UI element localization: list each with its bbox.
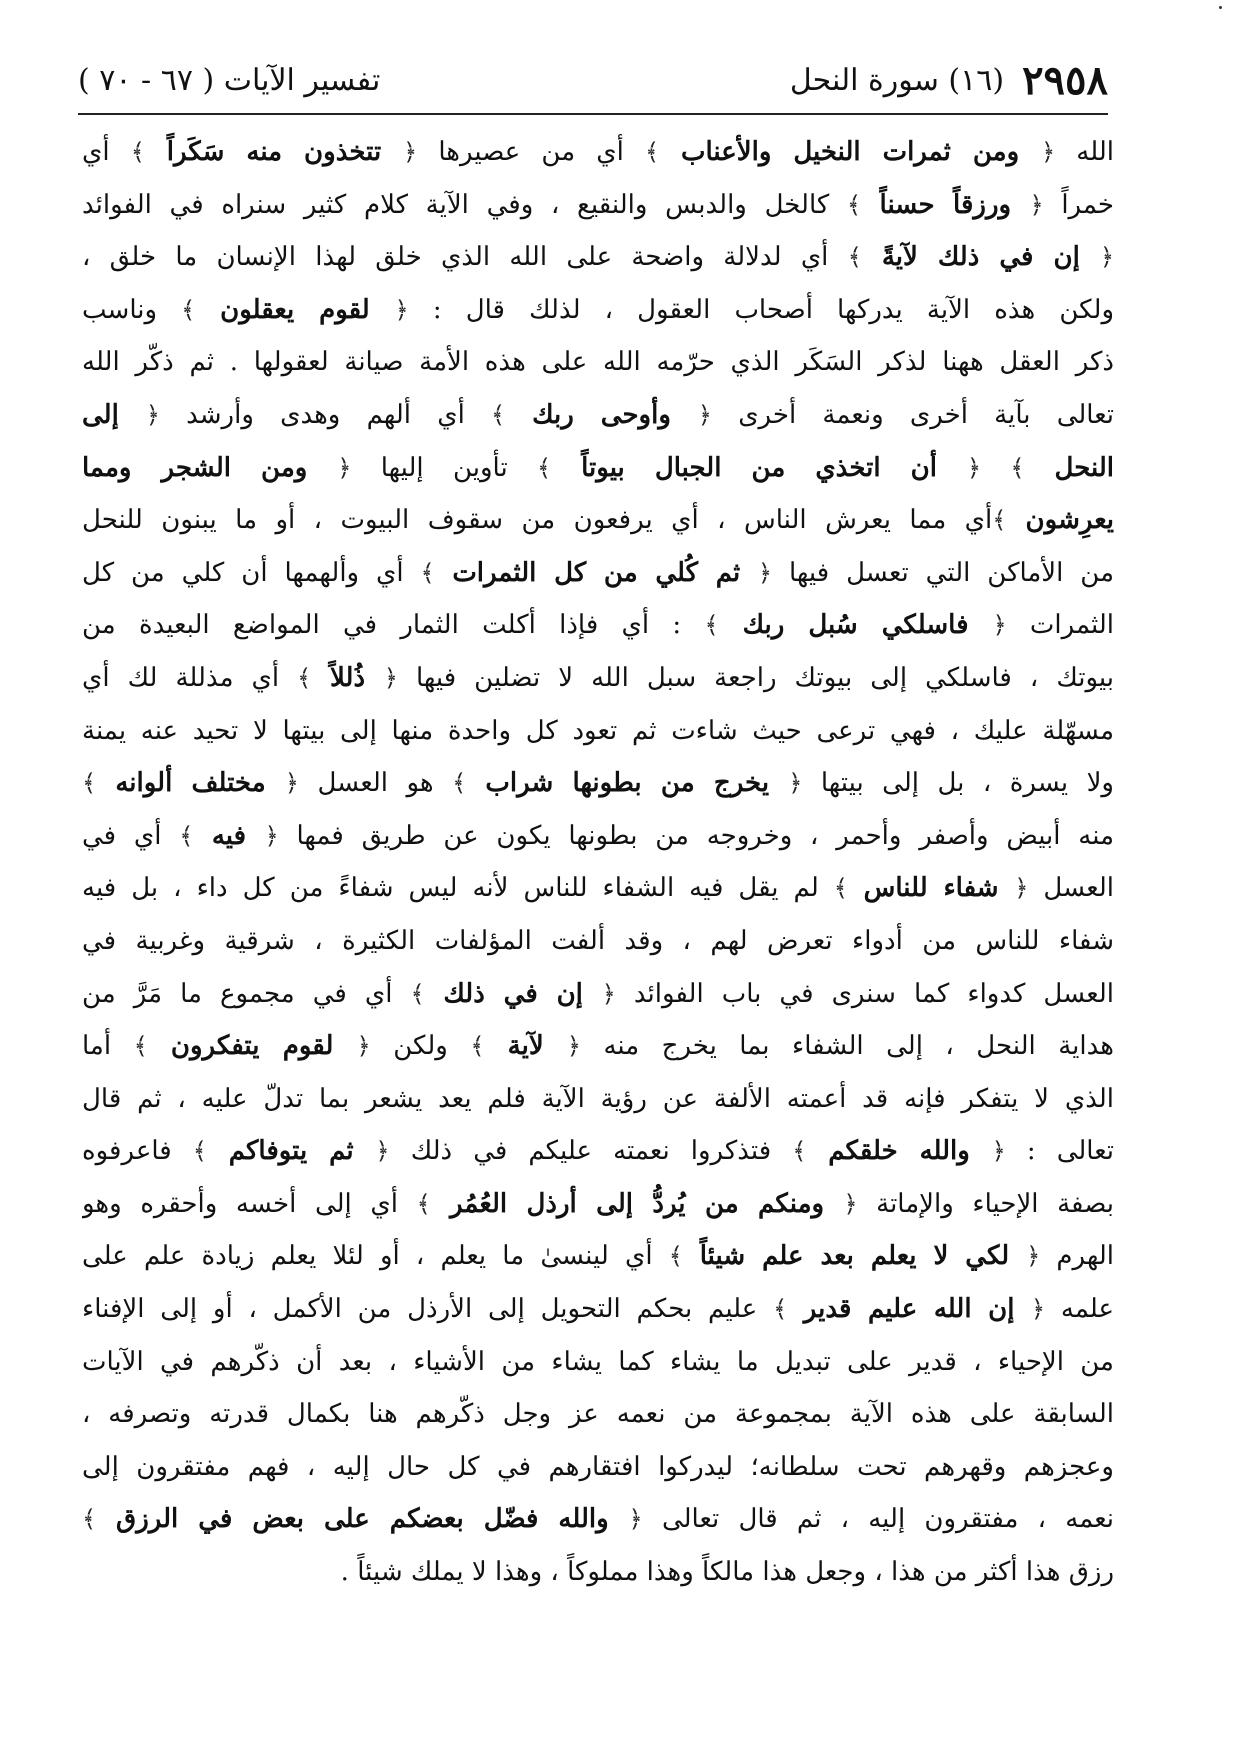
quran-quote: أن اتخذي من الجبال بيوتاً bbox=[551, 452, 968, 483]
commentary-text: نعمه ، مفتقرون إليه ، ثم قال تعالى bbox=[642, 1504, 1114, 1535]
commentary-text: لم يقل فيه الشفاء للناس لأنه ليس شفاءً من كل داء ، بل فيه bbox=[82, 873, 834, 904]
commentary-text: الهرم bbox=[1040, 1241, 1114, 1272]
quran-bracket-ornament: ﴾ bbox=[833, 874, 848, 903]
text-line bbox=[82, 389, 1114, 442]
commentary-text: أي مما يعرش الناس ، أي يرفعون من سقوف البيوت ، أو ما يبنون للنحل bbox=[82, 505, 993, 536]
commentary-text: أي في مجموع ما مَرَّ من bbox=[82, 978, 411, 1009]
commentary-text: وعجزهم وقهرهم تحت سلطانه؛ ليدركوا افتقارهم في كل حال إليه ، فهم مفتقرون إلى bbox=[82, 1451, 1114, 1482]
quran-bracket-ornament: ﴾ bbox=[773, 1295, 788, 1324]
text-line bbox=[82, 494, 1114, 547]
quran-quote: يخرج من بطونها شراب bbox=[466, 768, 789, 799]
commentary-text: ولكن bbox=[370, 1031, 471, 1062]
quran-bracket-ornament: ﴾ bbox=[133, 1032, 148, 1061]
quran-quote: لكي لا يعلم بعد علم شيئاً bbox=[682, 1241, 1027, 1272]
quran-bracket-ornament: ﴿ bbox=[264, 821, 279, 850]
commentary-text: العسل bbox=[1028, 873, 1114, 904]
quran-bracket-ornament: ﴾ bbox=[297, 663, 312, 692]
page-number: ٢٩٥٨ bbox=[1022, 56, 1108, 104]
commentary-text: من الإحياء ، قدير على تبديل ما يشاء كما يشاء من الأشياء ، بعد أن ذكّرهم في الآيات bbox=[82, 1346, 1114, 1377]
quran-quote: ثم يتوفاكم bbox=[206, 1136, 376, 1167]
quran-bracket-ornament: ﴾ bbox=[645, 138, 660, 166]
quran-quote: ومن الشجر ومما bbox=[82, 452, 338, 483]
quran-bracket-ornament: ﴿ bbox=[967, 453, 982, 482]
quran-bracket-ornament: ﴿ bbox=[383, 663, 398, 692]
commentary-text: : أي فإذا أكلت الثمار في المواضع البعيدة من bbox=[82, 610, 705, 641]
commentary-text: أي لينسىٰ ما يعلم ، أو لئلا يعلم زيادة علم على bbox=[82, 1241, 669, 1272]
quran-bracket-ornament: ﴾ bbox=[410, 979, 425, 1008]
text-line bbox=[82, 284, 1114, 337]
quran-bracket-ornament: ﴿ bbox=[601, 979, 616, 1008]
text-line bbox=[82, 1283, 1114, 1336]
text-line bbox=[82, 862, 1114, 915]
quran-bracket-ornament: ﴾ bbox=[416, 1189, 431, 1218]
section-title: تفسير الآيات ( ٦٧ - ٧٠ ) bbox=[78, 62, 381, 98]
quran-bracket-ornament: ﴿ bbox=[566, 1032, 581, 1061]
commentary-text: ولا يسرة ، بل إلى بيتها bbox=[802, 768, 1114, 799]
commentary-text: العسل كدواء كما سنرى في باب الفوائد bbox=[615, 978, 1114, 1009]
quran-bracket-ornament: ﴾ bbox=[82, 1505, 97, 1534]
commentary-text: فاعرفوه bbox=[82, 1136, 193, 1167]
quran-quote: ثم كُلي من كل الثمرات bbox=[434, 557, 758, 588]
commentary-text: أي وألهمها أن كلي من كل bbox=[82, 557, 421, 588]
quran-bracket-ornament: ﴾ bbox=[181, 295, 196, 324]
quran-bracket-ornament: ﴾ bbox=[452, 769, 467, 798]
quran-bracket-ornament: ﴿ bbox=[843, 1189, 858, 1218]
quran-quote: مختلف ألوانه bbox=[96, 768, 285, 799]
text-line bbox=[82, 1441, 1114, 1494]
commentary-text: من الأماكن التي تعسل فيها bbox=[772, 557, 1114, 588]
quran-bracket-ornament: ﴿ bbox=[992, 611, 1007, 640]
text-line bbox=[82, 599, 1114, 652]
commentary-text: أي من عصيرها bbox=[417, 137, 646, 167]
quran-bracket-ornament: ﴿ bbox=[394, 295, 409, 324]
commentary-text: تأوين إليها bbox=[351, 452, 537, 483]
quran-bracket-ornament: ﴿ bbox=[1014, 874, 1029, 903]
quran-bracket-ornament: ﴿ bbox=[375, 1137, 390, 1166]
quran-bracket-ornament: ﴿ bbox=[1026, 1242, 1041, 1271]
commentary-text: أي لدلالة واضحة على الله الذي خلق لهذا الإنسان ما خلق ، bbox=[82, 242, 848, 273]
header-right-group bbox=[790, 57, 1108, 104]
commentary-text: رزق هذا أكثر من هذا ، وجعل هذا مالكاً وهذا مملوكاً ، وهذا لا يملك شيئاً . bbox=[340, 1557, 1114, 1588]
quran-quote: إن الله عليم قدير bbox=[787, 1294, 1032, 1325]
quran-bracket-ornament: ﴾ bbox=[179, 821, 194, 850]
commentary-text: هو العسل bbox=[298, 768, 453, 799]
quran-bracket-ornament: ﴾ bbox=[1010, 453, 1025, 482]
text-line bbox=[82, 968, 1114, 1021]
commentary-text: أي ألهم وهدى وأرشد bbox=[159, 399, 492, 430]
quran-quote: تتخذون منه سَكَراً bbox=[144, 137, 404, 167]
quran-quote: لآية bbox=[484, 1031, 567, 1062]
surah-title: (١٦) سورة النحل bbox=[789, 62, 1005, 98]
text-line bbox=[82, 126, 1114, 179]
commentary-text: الثمرات bbox=[1006, 610, 1114, 641]
quran-bracket-ornament: ﴿ bbox=[1041, 138, 1056, 166]
quran-bracket-ornament: ﴾ bbox=[82, 769, 97, 798]
text-line bbox=[82, 1178, 1114, 1231]
quran-bracket-ornament: ﴿ bbox=[337, 453, 352, 482]
commentary-text: تعالى : bbox=[1005, 1136, 1114, 1167]
quran-bracket-ornament: ﴿ bbox=[991, 1137, 1006, 1166]
commentary-text: بصفة الإحياء والإماتة bbox=[857, 1188, 1114, 1219]
tafsir-body bbox=[82, 126, 1114, 1599]
text-line bbox=[82, 1020, 1114, 1073]
text-line bbox=[82, 652, 1114, 705]
quran-quote: إن في ذلك لآيةً bbox=[861, 242, 1100, 273]
commentary-text: عليم بحكم التحويل إلى الأرذل من الأكمل ، أو إلى الإفناء bbox=[82, 1294, 774, 1325]
quran-bracket-ornament: ﴿ bbox=[356, 1032, 371, 1061]
commentary-text: أي إلى أخسه وأحقره وهو bbox=[82, 1188, 417, 1219]
commentary-text bbox=[981, 453, 1010, 483]
quran-quote: يعرِشون bbox=[1006, 505, 1114, 536]
quran-quote: إلى bbox=[82, 399, 146, 430]
quran-bracket-ornament: ﴾ bbox=[847, 243, 862, 272]
commentary-text: ذكر العقل ههنا لذكر السَكَر الذي حرّمه الله على هذه الأمة صيانة لعقولها . ثم ذكّر الله bbox=[82, 347, 1114, 378]
quran-quote: لقوم يعقلون bbox=[195, 294, 395, 325]
quran-quote: لقوم يتفكرون bbox=[147, 1031, 357, 1062]
quran-bracket-ornament: ﴾ bbox=[470, 1032, 485, 1061]
header-rule bbox=[78, 113, 1108, 115]
commentary-text: الله bbox=[1055, 137, 1114, 167]
text-line bbox=[82, 1125, 1114, 1178]
commentary-text: علمه bbox=[1045, 1294, 1114, 1325]
text-line bbox=[82, 915, 1114, 968]
quran-quote: ورزقاً حسناً bbox=[861, 189, 1030, 220]
quran-quote: والله فضّل بعضكم على بعض في الرزق bbox=[96, 1504, 629, 1535]
text-line bbox=[82, 1546, 1114, 1599]
quran-bracket-ornament: ﴾ bbox=[192, 1137, 207, 1166]
commentary-text: تعالى بآية أخرى ونعمة أخرى bbox=[711, 399, 1114, 430]
commentary-text: ولكن هذه الآية يدركها أصحاب العقول ، لذلك قال : bbox=[408, 294, 1114, 325]
quran-quote: فيه bbox=[193, 820, 265, 851]
quran-bracket-ornament: ﴿ bbox=[145, 400, 160, 429]
text-line bbox=[82, 1073, 1114, 1126]
quran-quote: فاسلكي سُبل ربك bbox=[718, 610, 993, 641]
quran-quote: شفاء للناس bbox=[847, 873, 1015, 904]
commentary-text: أما bbox=[82, 1031, 134, 1062]
quran-bracket-ornament: ﴾ bbox=[491, 400, 506, 429]
quran-bracket-ornament: ﴾ bbox=[130, 138, 145, 166]
quran-quote: إن في ذلك bbox=[424, 978, 602, 1009]
commentary-text: السابقة على هذه الآية بمجموعة من نعمه عز وجل ذكّرهم هنا بكمال قدرته وتصرفه ، bbox=[82, 1399, 1114, 1430]
quran-bracket-ornament: ﴿ bbox=[1029, 190, 1044, 219]
quran-bracket-ornament: ﴾ bbox=[420, 558, 435, 587]
quran-quote: ذُللاً bbox=[311, 662, 384, 693]
commentary-text: وناسب bbox=[82, 294, 182, 325]
text-line bbox=[82, 757, 1114, 810]
text-line bbox=[82, 1388, 1114, 1441]
quran-bracket-ornament: ﴿ bbox=[788, 769, 803, 798]
text-line bbox=[82, 705, 1114, 758]
commentary-text: بيوتك ، فاسلكي إلى بيوتك راجعة سبل الله لا تضلين فيها bbox=[397, 662, 1114, 693]
commentary-text: أي مذللة لك أي bbox=[82, 662, 298, 693]
quran-quote: ومنكم من يُردُّ إلى أرذل العُمُر bbox=[430, 1188, 844, 1219]
text-line bbox=[82, 231, 1114, 284]
quran-bracket-ornament: ﴾ bbox=[668, 1242, 683, 1271]
quran-quote: والله خلقكم bbox=[806, 1136, 992, 1167]
quran-quote: ومن ثمرات النخيل والأعناب bbox=[659, 137, 1042, 167]
quran-bracket-ornament: ﴿ bbox=[697, 400, 712, 429]
page-header bbox=[78, 52, 1108, 108]
text-line bbox=[82, 1230, 1114, 1283]
scan-speck bbox=[1219, 6, 1222, 9]
quran-quote: النحل bbox=[1024, 452, 1114, 483]
text-line bbox=[82, 1336, 1114, 1389]
quran-bracket-ornament: ﴾ bbox=[536, 453, 552, 482]
commentary-text: خمراً bbox=[1043, 189, 1114, 220]
quran-bracket-ornament: ﴾ bbox=[846, 190, 862, 219]
quran-quote: وأوحى ربك bbox=[505, 399, 698, 430]
commentary-text: أي في bbox=[82, 820, 180, 851]
quran-bracket-ornament: ﴿ bbox=[403, 138, 418, 166]
quran-bracket-ornament: ﴾ bbox=[992, 506, 1007, 535]
text-line bbox=[82, 547, 1114, 600]
quran-bracket-ornament: ﴿ bbox=[1031, 1295, 1046, 1324]
commentary-text: أي bbox=[82, 137, 131, 167]
quran-bracket-ornament: ﴿ bbox=[757, 558, 773, 587]
text-line bbox=[82, 336, 1114, 389]
quran-bracket-ornament: ﴿ bbox=[284, 769, 299, 798]
commentary-text: منه أبيض وأصفر وأحمر ، وخروجه من بطونها يكون عن طريق فمها bbox=[278, 820, 1114, 851]
text-line bbox=[82, 442, 1114, 495]
text-line bbox=[82, 1493, 1114, 1546]
quran-bracket-ornament: ﴾ bbox=[704, 611, 719, 640]
commentary-text: فتذكروا نعمته عليكم في ذلك bbox=[389, 1136, 793, 1167]
quran-bracket-ornament: ﴿ bbox=[628, 1505, 643, 1534]
commentary-text: شفاء للناس من أدواء تعرض لهم ، وقد ألفت المؤلفات الكثيرة ، شرقية وغربية في bbox=[82, 925, 1114, 956]
quran-bracket-ornament: ﴾ bbox=[792, 1137, 807, 1166]
commentary-text: مسهّلة عليك ، فهي ترعى حيث شاءت ثم تعود كل واحدة منها إلى بيتها لا تحيد عنه يمنة bbox=[82, 715, 1114, 746]
text-line bbox=[82, 810, 1114, 863]
commentary-text: الذي لا يتفكر فإنه قد أعمته الألفة عن رؤية الآية فلم يعد يشعر بما تدلّ عليه ، ثم قال bbox=[82, 1083, 1114, 1114]
text-line bbox=[82, 179, 1114, 232]
commentary-text: هداية النحل ، إلى الشفاء بما يخرج منه bbox=[580, 1031, 1114, 1062]
quran-bracket-ornament: ﴿ bbox=[1099, 243, 1114, 272]
commentary-text: كالخل والدبس والنقيع ، وفي الآية كلام كثير سنراه في الفوائد bbox=[82, 189, 847, 220]
